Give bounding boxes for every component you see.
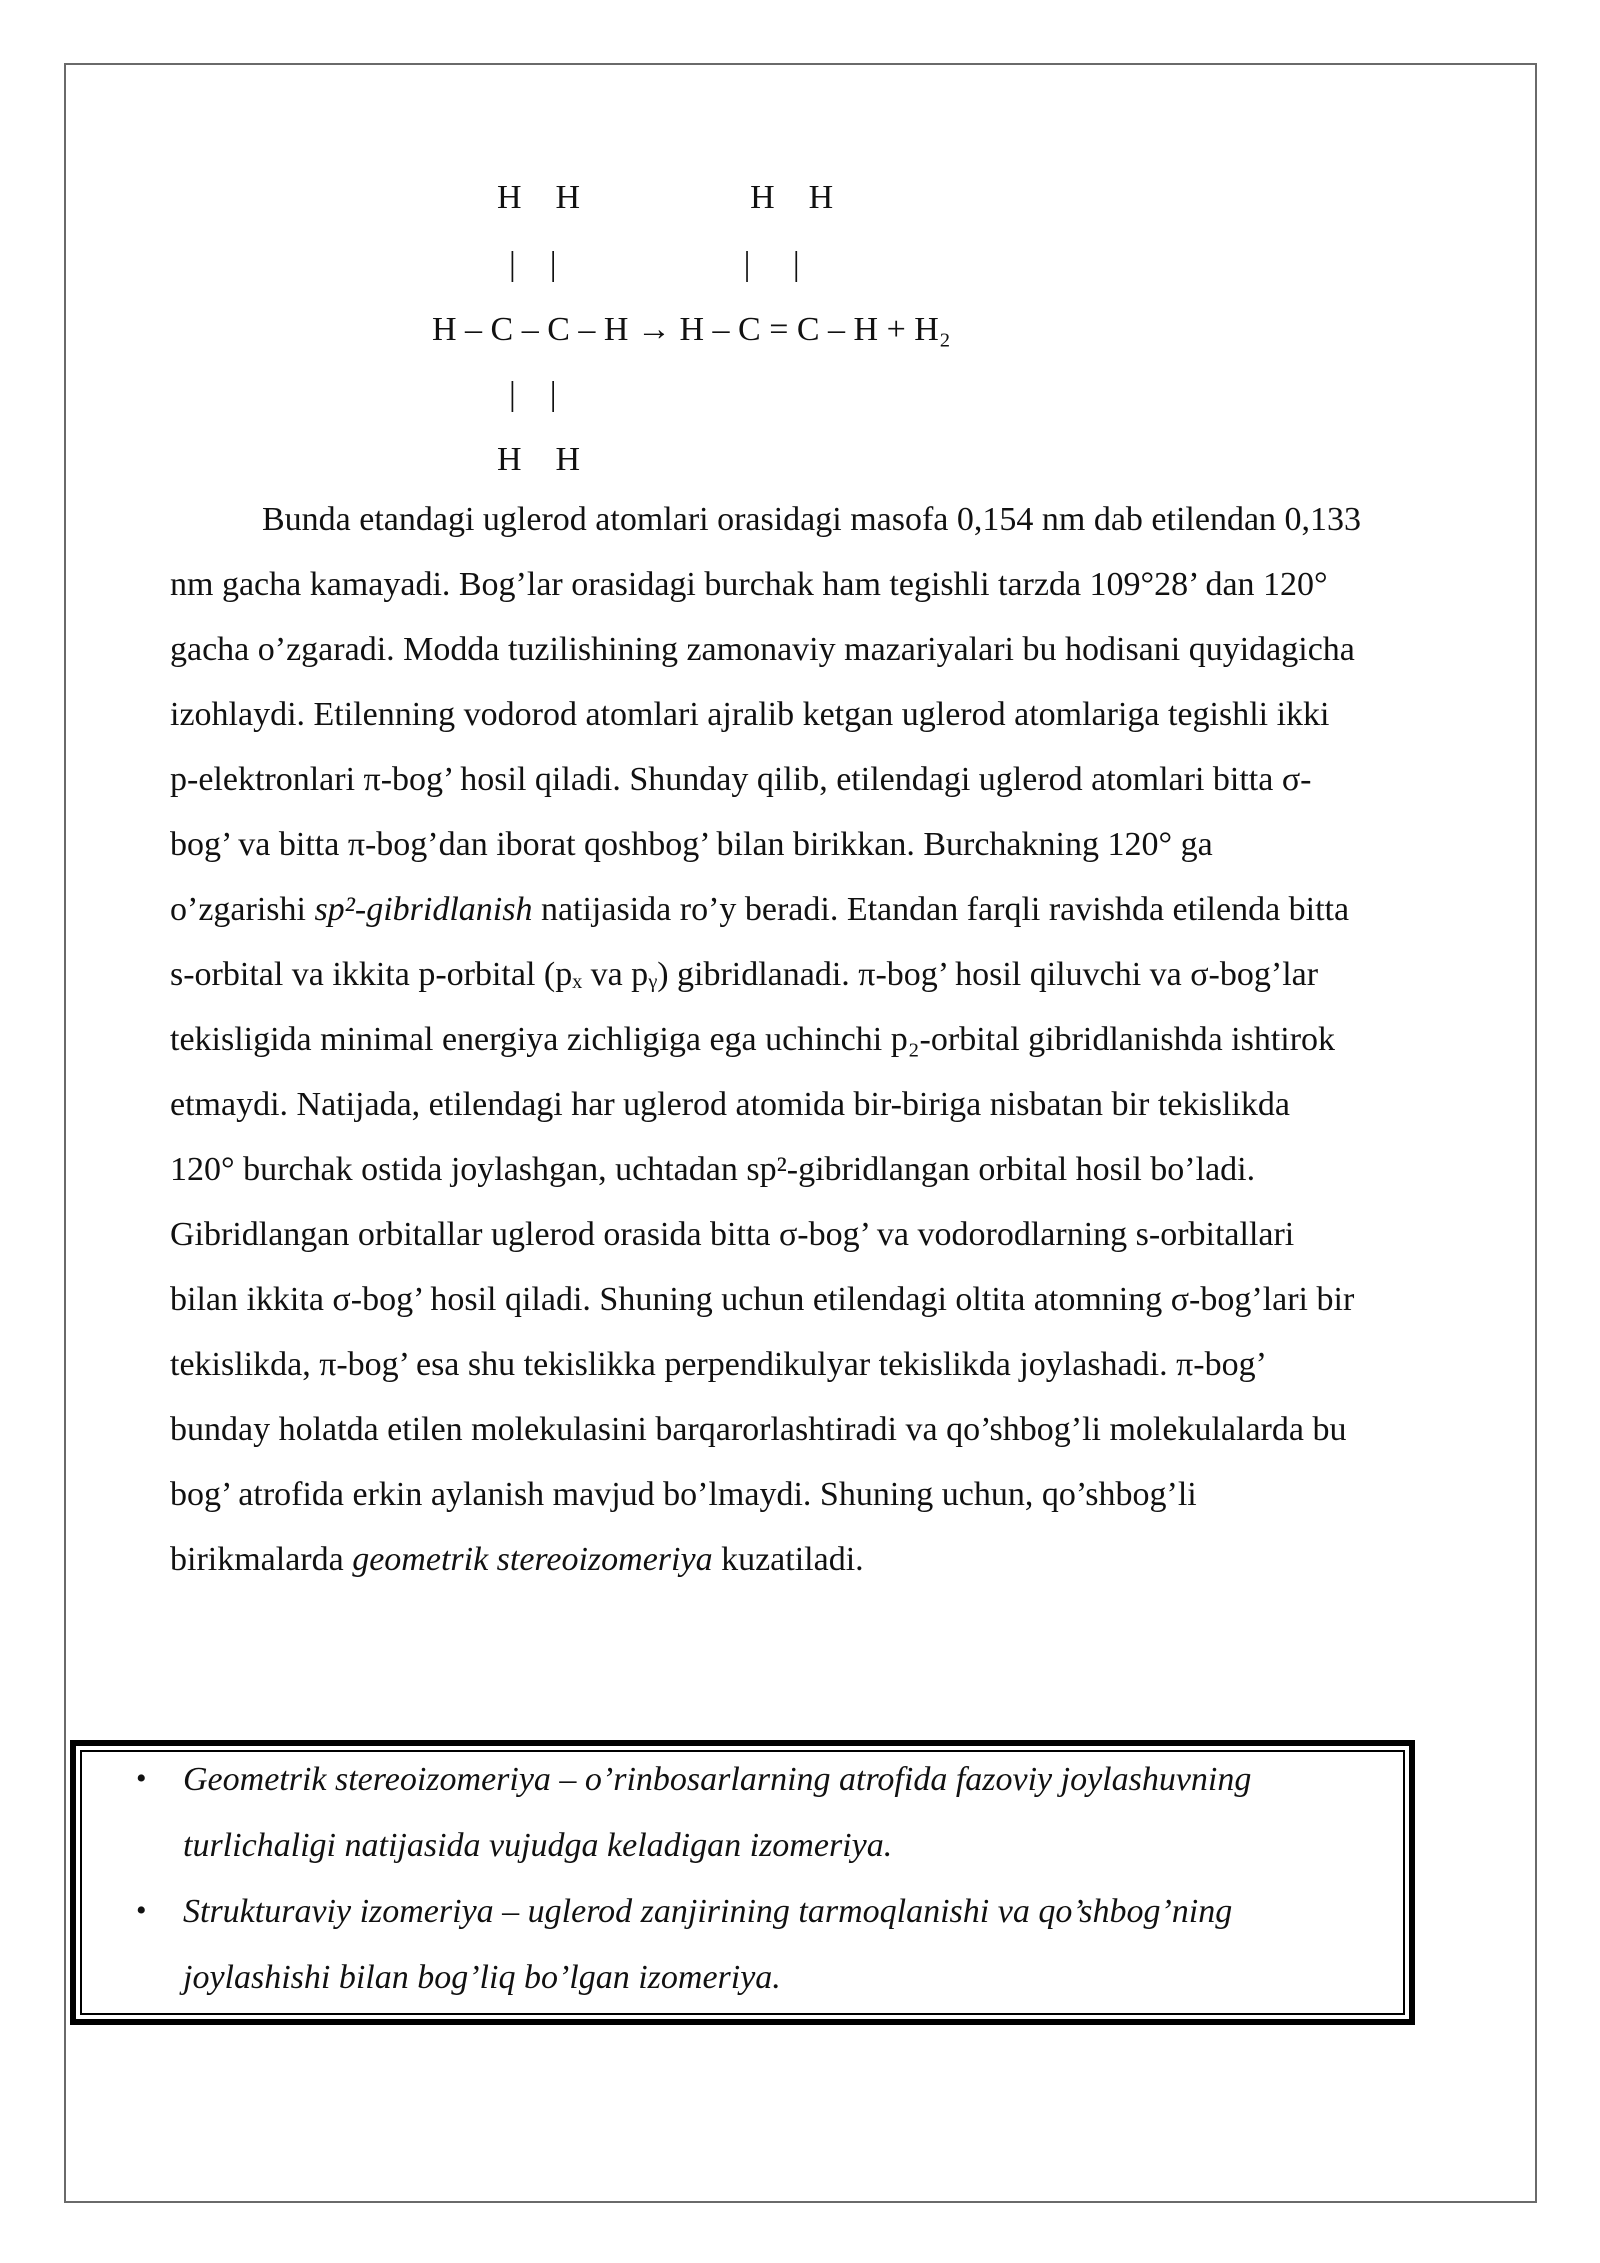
paragraph-line: s-orbital va ikkita p-orbital (pₓ va pᵧ) gibridlanadi. π-bog’ hosil qiluvchi va σ-bog’lar [170,956,1319,993]
paragraph-line [170,890,1349,930]
paragraph-line: bilan ikkita σ-bog’ hosil qiladi. Shuning uchun etilendagi oltita atomning σ-bog’lari bir [170,1281,1355,1318]
equation-line-3: H – C – C – H → H – C = C – H + H₂ [432,311,951,348]
paragraph-line: p-elektronlari π-bog’ hosil qiladi. Shunday qilib, etilendagi uglerod atomlari bitta σ- [170,761,1312,798]
paragraph-line: gacha o’zgaradi. Modda tuzilishining zamonaviy mazariyalari bu hodisani quyidagicha [170,631,1355,668]
sp2-hybridization-term: sp²-gibridlanish [314,891,533,928]
text-run: kuzatiladi. [712,1541,864,1578]
paragraph-line: Bunda etandagi uglerod atomlari orasidagi masofa 0,154 nm dab etilendan 0,133 [262,501,1362,538]
text-run: o’zgarishi [170,891,315,928]
paragraph-line [170,1540,864,1580]
bullet-icon: • [136,1894,147,1927]
definition-line: Geometrik stereoizomeriya – o’rinbosarlarning atrofida fazoviy joylashuvning [183,1761,1252,1798]
bullet-icon: • [136,1762,147,1795]
equation-line-2: | | | | [509,246,800,283]
paragraph-line: tekislikda, π-bog’ esa shu tekislikka perpendikulyar tekislikda joylashadi. π-bog’ [170,1346,1267,1383]
paragraph-line: tekisligida minimal energiya zichligiga ega uchinchi p₂-orbital gibridlanishda ishtirok [170,1021,1336,1058]
paragraph-line: bog’ atrofida erkin aylanish mavjud bo’lmaydi. Shuning uchun, qo’shbog’li [170,1476,1197,1513]
definition-line: turlichaligi natijasida vujudga keladigan izomeriya. [183,1827,893,1864]
text-run: birikmalarda [170,1541,353,1578]
definition-line: Strukturaviy izomeriya – uglerod zanjirining tarmoqlanishi va qo’shbog’ning [183,1893,1233,1930]
text-run: natijasida ro’y beradi. Etandan farqli ravishda etilenda bitta [532,891,1350,928]
paragraph-line: etmaydi. Natijada, etilendagi har uglerod atomida bir-biriga nisbatan bir tekislikda [170,1086,1291,1123]
equation-line-5: H H [497,441,581,478]
paragraph-line: bunday holatda etilen molekulasini barqarorlashtiradi va qo’shbog’li molekulalarda bu [170,1411,1347,1448]
paragraph-line: nm gacha kamayadi. Bog’lar orasidagi burchak ham tegishli tarzda 109°28’ dan 120° [170,566,1328,603]
definitions-box [70,1740,1415,2025]
equation-line-4: | | [509,376,557,413]
paragraph-line: bog’ va bitta π-bog’dan iborat qoshbog’ bilan birikkan. Burchakning 120° ga [170,826,1213,863]
paragraph-line: 120° burchak ostida joylashgan, uchtadan sp²-gibridlangan orbital hosil bo’ladi. [170,1151,1256,1188]
definition-line: joylashishi bilan bog’liq bo’lgan izomeriya. [183,1959,781,1996]
equation-line-1: H H H H [497,179,834,216]
paragraph-line: izohlaydi. Etilenning vodorod atomlari ajralib ketgan uglerod atomlariga tegishli ikki [170,696,1330,733]
geometric-stereoisomerism-term: geometrik stereoizomeriya [352,1541,713,1578]
paragraph-line: Gibridlangan orbitallar uglerod orasida bitta σ-bog’ va vodorodlarning s-orbitallari [170,1216,1295,1253]
